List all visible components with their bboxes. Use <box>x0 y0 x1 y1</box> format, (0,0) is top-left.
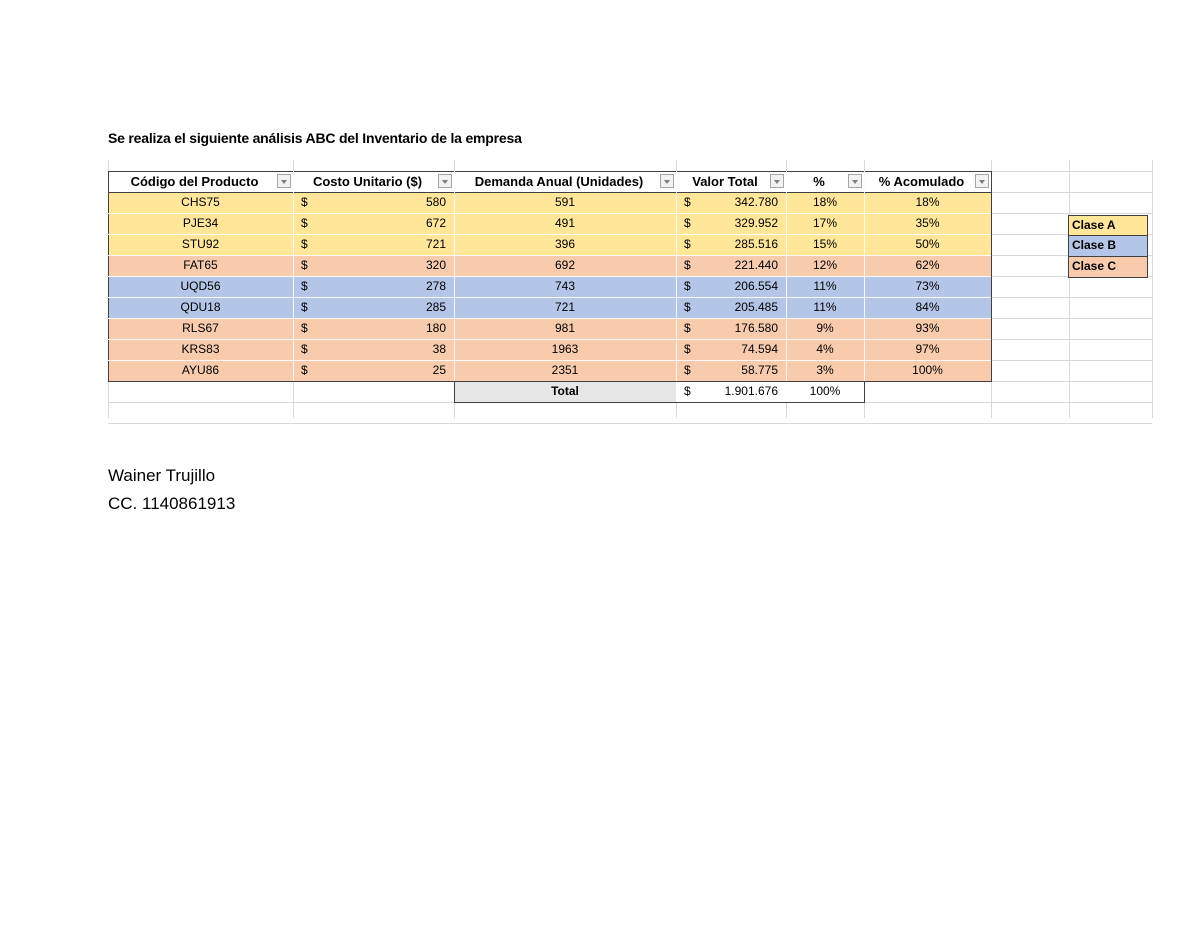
currency-symbol: $ <box>301 195 308 209</box>
cell-value: 17% <box>812 216 838 230</box>
cell-value: PJE34 <box>182 216 219 230</box>
cell-total-value[interactable] <box>676 276 786 297</box>
cell-annual-demand[interactable] <box>454 276 676 297</box>
cell-unit-cost[interactable] <box>293 192 454 213</box>
header-cumulative[interactable] <box>864 171 991 192</box>
legend-item-clase-a[interactable]: Clase A <box>1068 215 1148 236</box>
cell-cumulative[interactable] <box>864 339 991 360</box>
cell-value: 491 <box>554 216 576 230</box>
grid-column-line <box>1152 160 1153 418</box>
cell-unit-cost[interactable] <box>293 339 454 360</box>
cell-total-value[interactable] <box>676 318 786 339</box>
cell-cumulative[interactable] <box>864 318 991 339</box>
cell-product-code[interactable] <box>108 276 293 297</box>
filter-dropdown-icon[interactable] <box>277 174 291 188</box>
currency-symbol: $ <box>301 237 308 251</box>
currency-symbol: $ <box>301 363 308 377</box>
cell-unit-cost[interactable] <box>293 360 454 381</box>
cell-value: 97% <box>915 342 940 356</box>
cell-value: 9% <box>816 321 834 335</box>
header-label: % Acomulado <box>878 174 965 189</box>
currency-symbol: $ <box>684 363 691 377</box>
cell-product-code[interactable] <box>108 213 293 234</box>
cell-value: 1963 <box>551 342 579 356</box>
cell-cumulative[interactable] <box>864 360 991 381</box>
cell-cumulative[interactable] <box>864 192 991 213</box>
column-divider <box>864 171 865 381</box>
currency-symbol: $ <box>684 237 691 251</box>
cell-cumulative[interactable] <box>864 234 991 255</box>
cell-product-code[interactable] <box>108 318 293 339</box>
header-product-code[interactable] <box>108 171 293 192</box>
grid-row-line <box>108 423 1152 424</box>
cell-percent[interactable] <box>786 318 864 339</box>
cell-value: 11% <box>813 279 837 293</box>
currency-symbol: $ <box>684 342 691 356</box>
cell-total-value[interactable] <box>676 339 786 360</box>
row-divider <box>108 360 991 361</box>
cell-value: RLS67 <box>182 321 219 335</box>
filter-dropdown-icon[interactable] <box>660 174 674 188</box>
legend-item-clase-c[interactable]: Clase C <box>1068 257 1148 278</box>
cell-annual-demand[interactable] <box>454 318 676 339</box>
document-title: Se realiza el siguiente análisis ABC del Inventario de la empresa <box>108 130 522 146</box>
currency-symbol: $ <box>684 321 691 335</box>
cell-value: 320 <box>425 258 446 272</box>
header-unit-cost[interactable] <box>293 171 454 192</box>
cell-cumulative[interactable] <box>864 213 991 234</box>
author-name: Wainer Trujillo <box>108 466 216 485</box>
cell-total-value[interactable] <box>676 213 786 234</box>
cell-value: 38 <box>432 342 446 356</box>
header-total-value[interactable] <box>676 171 786 192</box>
cell-value: 981 <box>554 321 576 335</box>
cell-value: 74.594 <box>741 342 778 356</box>
cell-value: 692 <box>554 258 576 272</box>
cell-value: FAT65 <box>183 258 218 272</box>
cell-value: 580 <box>425 195 446 209</box>
cell-value: UQD56 <box>180 279 221 293</box>
cell-unit-cost[interactable] <box>293 276 454 297</box>
cell-percent[interactable] <box>786 213 864 234</box>
column-divider <box>454 171 455 381</box>
cell-product-code[interactable] <box>108 234 293 255</box>
cell-value: 50% <box>915 237 940 251</box>
currency-symbol: $ <box>684 258 691 272</box>
currency-symbol: $ <box>301 300 308 314</box>
cell-total-value[interactable] <box>676 255 786 276</box>
cell-total-value[interactable] <box>676 234 786 255</box>
cell-value: 2351 <box>551 363 579 377</box>
cell-percent[interactable] <box>786 360 864 381</box>
cell-total-value[interactable] <box>676 192 786 213</box>
total-percent[interactable]: 100% <box>786 381 864 402</box>
cell-value: 1.901.676 <box>724 384 778 398</box>
row-divider <box>108 213 991 214</box>
cell-value: 4% <box>816 342 834 356</box>
cell-product-code[interactable] <box>108 297 293 318</box>
row-divider <box>108 318 991 319</box>
cell-percent[interactable] <box>786 297 864 318</box>
currency-symbol: $ <box>301 258 308 272</box>
cell-value: 180 <box>425 321 446 335</box>
cell-total-value[interactable] <box>676 297 786 318</box>
cell-annual-demand[interactable] <box>454 213 676 234</box>
cell-value: 93% <box>915 321 940 335</box>
cell-value: 73% <box>915 279 940 293</box>
cell-value: 18% <box>915 195 940 209</box>
cell-percent[interactable] <box>786 255 864 276</box>
header-label: % <box>813 174 825 189</box>
cell-cumulative[interactable] <box>864 255 991 276</box>
cell-value: 176.580 <box>734 321 778 335</box>
cell-value: 278 <box>425 279 446 293</box>
cell-unit-cost[interactable] <box>293 255 454 276</box>
cell-annual-demand[interactable] <box>454 255 676 276</box>
cell-annual-demand[interactable] <box>454 339 676 360</box>
cell-value: 25 <box>432 363 446 377</box>
cell-value: 205.485 <box>734 300 778 314</box>
cell-percent[interactable] <box>786 339 864 360</box>
row-divider <box>108 276 991 277</box>
total-label[interactable]: Total <box>454 381 676 402</box>
cell-product-code[interactable] <box>108 360 293 381</box>
grid-column-line <box>1069 160 1070 418</box>
currency-symbol: $ <box>301 342 308 356</box>
cell-value: 58.775 <box>741 363 778 377</box>
cell-value: 285.516 <box>734 237 778 251</box>
column-divider <box>786 171 787 381</box>
cell-value: 721 <box>425 237 446 251</box>
cell-unit-cost[interactable] <box>293 234 454 255</box>
currency-symbol: $ <box>684 300 691 314</box>
cell-value: 221.440 <box>734 258 778 272</box>
row-divider <box>108 339 991 340</box>
currency-symbol: $ <box>684 216 691 230</box>
filter-dropdown-icon[interactable] <box>438 174 452 188</box>
grid-row-line <box>108 402 1152 403</box>
cell-product-code[interactable] <box>108 192 293 213</box>
cell-value: 18% <box>812 195 838 209</box>
cell-value: 329.952 <box>734 216 778 230</box>
currency-symbol: $ <box>301 216 308 230</box>
filter-dropdown-icon[interactable] <box>975 174 989 188</box>
cell-percent[interactable] <box>786 234 864 255</box>
row-divider <box>108 297 991 298</box>
cell-value: 84% <box>915 300 940 314</box>
cell-value: KRS83 <box>181 342 220 356</box>
cell-value: 11% <box>813 300 837 314</box>
cell-value: 62% <box>915 258 940 272</box>
cell-percent[interactable] <box>786 192 864 213</box>
legend-item-clase-b[interactable]: Clase B <box>1068 236 1148 257</box>
filter-dropdown-icon[interactable] <box>848 174 862 188</box>
row-divider <box>108 234 991 235</box>
cell-value: 3% <box>816 363 834 377</box>
cell-value: CHS75 <box>181 195 220 209</box>
cell-cumulative[interactable] <box>864 297 991 318</box>
cell-unit-cost[interactable] <box>293 318 454 339</box>
cell-value: 285 <box>425 300 446 314</box>
header-label: Costo Unitario ($) <box>312 174 423 189</box>
currency-symbol: $ <box>301 279 308 293</box>
cell-value: 342.780 <box>734 195 778 209</box>
column-divider <box>293 171 294 381</box>
cell-total-value[interactable] <box>676 360 786 381</box>
cell-unit-cost[interactable] <box>293 213 454 234</box>
cell-cumulative[interactable] <box>864 276 991 297</box>
header-annual-demand[interactable] <box>454 171 676 192</box>
cell-value: 100% <box>912 363 943 377</box>
cell-product-code[interactable] <box>108 255 293 276</box>
header-percent[interactable] <box>786 171 864 192</box>
header-label: Código del Producto <box>130 174 259 189</box>
cell-value: 396 <box>554 237 576 251</box>
author-id: CC. 1140861913 <box>108 494 236 513</box>
cell-percent[interactable] <box>786 276 864 297</box>
cell-value: 743 <box>554 279 576 293</box>
cell-unit-cost[interactable] <box>293 297 454 318</box>
cell-value: 15% <box>812 237 838 251</box>
cell-value: 721 <box>554 300 576 314</box>
cell-annual-demand[interactable] <box>454 360 676 381</box>
cell-value: STU92 <box>181 237 220 251</box>
row-divider <box>108 192 991 193</box>
cell-value: 12% <box>812 258 838 272</box>
header-label: Demanda Anual (Unidades) <box>474 174 644 189</box>
cell-product-code[interactable] <box>108 339 293 360</box>
cell-value: AYU86 <box>181 363 220 377</box>
currency-symbol: $ <box>684 384 691 398</box>
currency-symbol: $ <box>684 279 691 293</box>
cell-value: QDU18 <box>180 300 221 314</box>
currency-symbol: $ <box>684 195 691 209</box>
cell-value: 206.554 <box>734 279 778 293</box>
cell-value: 591 <box>554 195 576 209</box>
grid-column-line <box>991 160 992 418</box>
cell-value: 35% <box>915 216 940 230</box>
cell-value: 672 <box>425 216 446 230</box>
column-divider <box>676 171 677 381</box>
row-divider <box>108 255 991 256</box>
cell-annual-demand[interactable] <box>454 192 676 213</box>
currency-symbol: $ <box>301 321 308 335</box>
cell-annual-demand[interactable] <box>454 297 676 318</box>
cell-annual-demand[interactable] <box>454 234 676 255</box>
total-value[interactable] <box>676 381 786 402</box>
filter-dropdown-icon[interactable] <box>770 174 784 188</box>
header-label: Valor Total <box>692 174 758 189</box>
